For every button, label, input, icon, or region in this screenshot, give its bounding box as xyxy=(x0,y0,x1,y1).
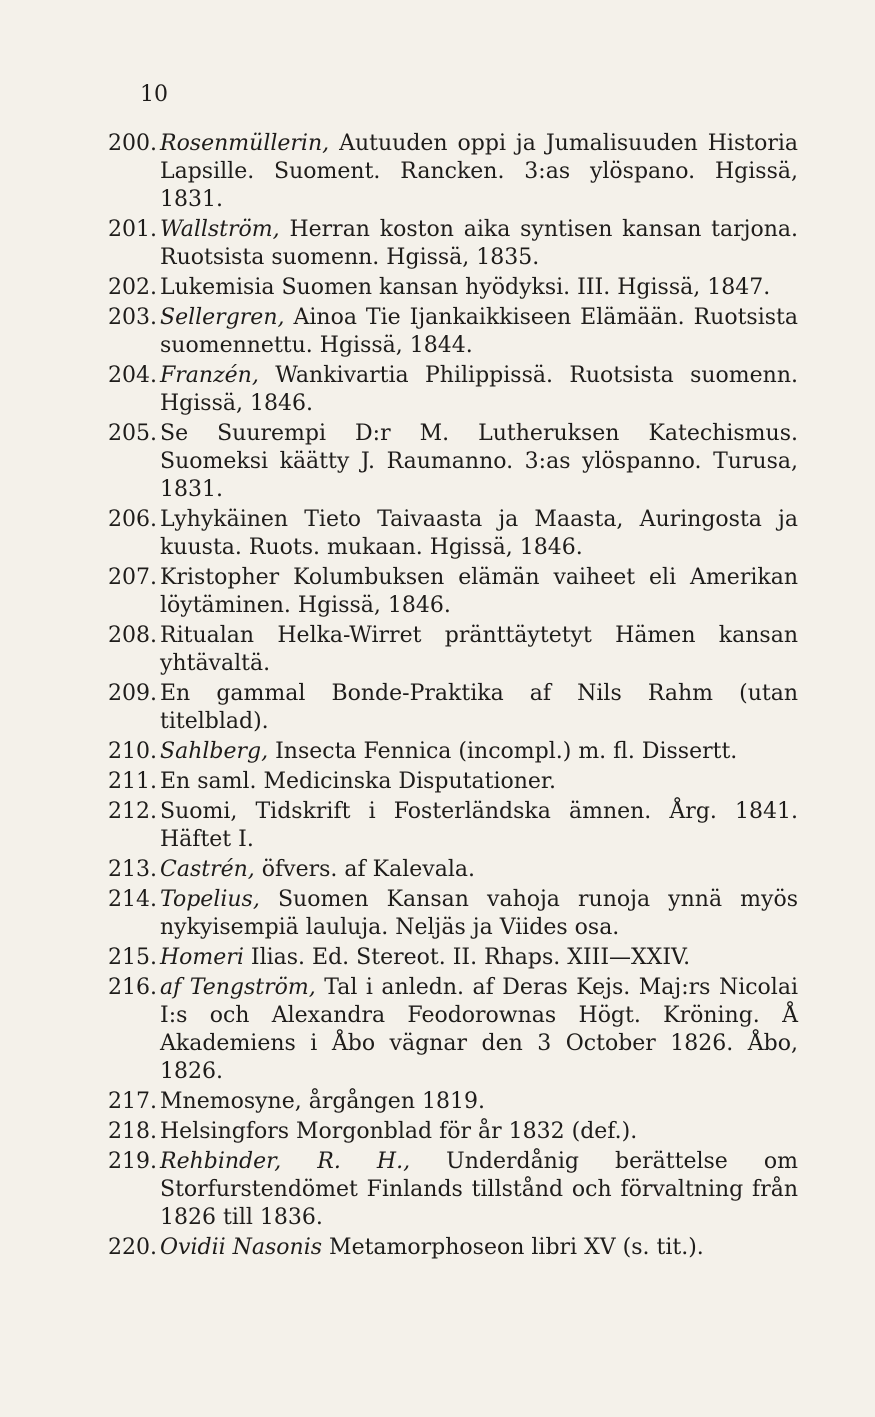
entry-text xyxy=(160,274,798,302)
entry-number: 220. xyxy=(108,1235,157,1260)
entry-title: Wankivartia Philippissä. Ruotsista suomenn. Hgissä, 1846. xyxy=(160,363,798,416)
entry-text xyxy=(160,886,798,942)
catalogue-entry xyxy=(108,1088,798,1116)
entry-number: 212. xyxy=(108,799,157,824)
entry-text xyxy=(160,1234,798,1262)
catalogue-entry xyxy=(108,680,798,736)
entry-number: 213. xyxy=(108,857,157,882)
entry-number: 211. xyxy=(108,769,157,794)
catalogue-entry xyxy=(108,974,798,1086)
catalogue-entry xyxy=(108,1148,798,1232)
entry-author: Rosenmüllerin, xyxy=(160,131,330,156)
entry-author: Rehbinder, R. H., xyxy=(160,1149,411,1174)
entry-number: 203. xyxy=(108,305,157,330)
entry-author: Castrén, xyxy=(160,857,255,882)
catalogue-entries xyxy=(108,130,798,1264)
entry-title: Suomen Kansan vahoja runoja ynnä myös nykyisempiä lauluja. Neljäs ja Viides osa. xyxy=(160,887,798,940)
entry-number: 201. xyxy=(108,217,157,242)
entry-text xyxy=(160,564,798,620)
catalogue-entry xyxy=(108,856,798,884)
entry-author: Franzén, xyxy=(160,363,259,388)
entry-title: Herran koston aika syntisen kansan tarjona. Ruotsista suomenn. Hgissä, 1835. xyxy=(160,217,798,270)
entry-author: Topelius, xyxy=(160,887,260,912)
entry-text xyxy=(160,420,798,504)
catalogue-entry xyxy=(108,304,798,360)
entry-text xyxy=(160,1088,798,1116)
entry-title: En saml. Medicinska Disputationer. xyxy=(160,769,557,794)
entry-title: Ritualan Helka-Wirret pränttäytetyt Hämen kansan yhtävaltä. xyxy=(160,623,798,676)
entry-title: Kristopher Kolumbuksen elämän vaiheet eli Amerikan löytäminen. Hgissä, 1846. xyxy=(160,565,798,618)
entry-title: Underdånig berättelse om Storfurstendömet Finlands tillstånd och förvaltning från 1826 till 1836. xyxy=(160,1149,798,1230)
entry-title: En gammal Bonde-Praktika af Nils Rahm (utan titelblad). xyxy=(160,681,798,734)
entry-title: Autuuden oppi ja Jumalisuuden Historia Lapsille. Suoment. Rancken. 3:as ylöspano. Hgissä, 1831. xyxy=(160,131,798,212)
catalogue-entry xyxy=(108,798,798,854)
entry-title: Lukemisia Suomen kansan hyödyksi. III. Hgissä, 1847. xyxy=(160,275,771,300)
catalogue-entry xyxy=(108,564,798,620)
entry-title: Lyhykäinen Tieto Taivaasta ja Maasta, Auringosta ja kuusta. Ruots. mukaan. Hgissä, 1846. xyxy=(160,507,798,560)
entry-author: Ovidii Nasonis xyxy=(160,1235,323,1260)
entry-text xyxy=(160,738,798,766)
entry-number: 200. xyxy=(108,131,157,156)
catalogue-entry xyxy=(108,130,798,214)
entry-title: Suomi, Tidskrift i Fosterländska ämnen. Årg. 1841. Häftet I. xyxy=(160,799,798,852)
entry-author: af Tengström, xyxy=(160,975,316,1000)
entry-text xyxy=(160,1118,798,1146)
entry-title: Mnemosyne, årgången 1819. xyxy=(160,1089,485,1114)
entry-text xyxy=(160,304,798,360)
catalogue-entry xyxy=(108,944,798,972)
entry-number: 202. xyxy=(108,275,157,300)
entry-title: Ainoa Tie Ijankaikkiseen Elämään. Ruotsista suomennettu. Hgissä, 1844. xyxy=(160,305,798,358)
entry-number: 216. xyxy=(108,975,157,1000)
entry-text xyxy=(160,362,798,418)
entry-text xyxy=(160,974,798,1086)
catalogue-entry xyxy=(108,886,798,942)
catalogue-entry xyxy=(108,768,798,796)
entry-text xyxy=(160,680,798,736)
entry-text xyxy=(160,1148,798,1232)
entry-author: Wallström, xyxy=(160,217,280,242)
entry-number: 214. xyxy=(108,887,157,912)
entry-number: 218. xyxy=(108,1119,157,1144)
entry-title: Ilias. Ed. Stereot. II. Rhaps. XIII—XXIV. xyxy=(250,945,691,970)
entry-title: Se Suurempi D:r M. Lutheruksen Katechismus. Suomeksi käätty J. Raumanno. 3:as ylöspanno. Turusa, 1831. xyxy=(160,421,798,502)
entry-number: 217. xyxy=(108,1089,157,1114)
entry-text xyxy=(160,798,798,854)
catalogue-entry xyxy=(108,1234,798,1262)
catalogue-entry xyxy=(108,362,798,418)
catalogue-entry xyxy=(108,420,798,504)
catalogue-entry xyxy=(108,622,798,678)
entry-author: Sahlberg, xyxy=(160,739,269,764)
entry-title: öfvers. af Kalevala. xyxy=(261,857,475,882)
entry-text xyxy=(160,622,798,678)
entry-text xyxy=(160,130,798,214)
entry-number: 204. xyxy=(108,363,157,388)
entry-number: 206. xyxy=(108,507,157,532)
entry-text xyxy=(160,506,798,562)
entry-number: 207. xyxy=(108,565,157,590)
entry-title: Helsingfors Morgonblad för år 1832 (def.). xyxy=(160,1119,638,1144)
entry-number: 205. xyxy=(108,421,157,446)
catalogue-entry xyxy=(108,216,798,272)
entry-author: Sellergren, xyxy=(160,305,285,330)
entry-number: 209. xyxy=(108,681,157,706)
entry-author: Homeri xyxy=(160,945,244,970)
entry-number: 215. xyxy=(108,945,157,970)
entry-text xyxy=(160,944,798,972)
entry-number: 219. xyxy=(108,1149,157,1174)
entry-title: Insecta Fennica (incompl.) m. fl. Dissertt. xyxy=(275,739,738,764)
entry-number: 210. xyxy=(108,739,157,764)
entry-title: Metamorphoseon libri XV (s. tit.). xyxy=(329,1235,704,1260)
page-number: 10 xyxy=(140,82,168,107)
entry-text xyxy=(160,216,798,272)
catalogue-entry xyxy=(108,738,798,766)
entry-number: 208. xyxy=(108,623,157,648)
catalogue-entry xyxy=(108,1118,798,1146)
entry-title: Tal i anledn. af Deras Kejs. Maj:rs Nicolai I:s och Alexandra Feodorownas Högt. Kröning. Å Akademiens i Åbo vägnar den 3 October 1826. Åbo, 1826. xyxy=(160,975,798,1084)
catalogue-entry xyxy=(108,506,798,562)
entry-text xyxy=(160,768,798,796)
catalogue-entry xyxy=(108,274,798,302)
entry-text xyxy=(160,856,798,884)
